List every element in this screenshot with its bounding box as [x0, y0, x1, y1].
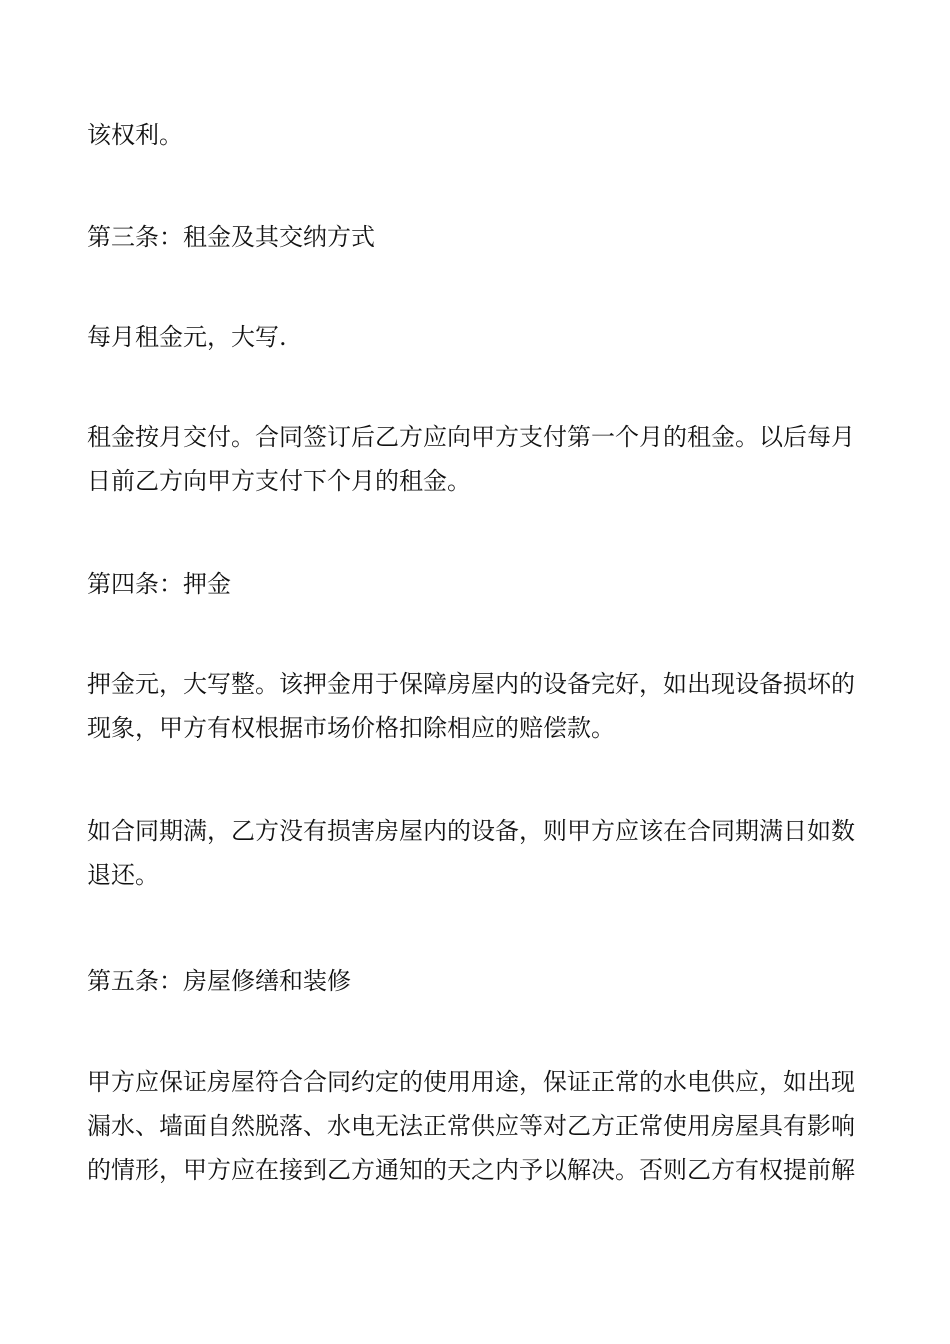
text-line: 的情形，甲方应在接到乙方通知的天之内予以解决。否则乙方有权提前解 — [87, 1156, 855, 1184]
heading-article-3 — [87, 215, 863, 259]
paragraph-rent-payment — [87, 415, 863, 503]
text-line: 第五条：房屋修缮和装修 — [87, 967, 351, 995]
text-line: 租金按月交付。合同签订后乙方应向甲方支付第一个月的租金。以后每月 — [87, 423, 855, 451]
text-line: 该权利。 — [87, 121, 183, 149]
paragraph-deposit — [87, 662, 863, 750]
text-line: 每月租金元，大写. — [87, 323, 287, 351]
text-line: 如合同期满，乙方没有损害房屋内的设备，则甲方应该在合同期满日如数 — [87, 817, 855, 845]
heading-article-4 — [87, 562, 863, 606]
text-line: 日前乙方向甲方支付下个月的租金。 — [87, 467, 471, 495]
text-line: 现象，甲方有权根据市场价格扣除相应的赔偿款。 — [87, 714, 615, 742]
text-line: 退还。 — [87, 861, 159, 889]
text-line: 漏水、墙面自然脱落、水电无法正常供应等对乙方正常使用房屋具有影响 — [87, 1112, 855, 1140]
paragraph-right-clause-end — [87, 113, 863, 157]
paragraph-repairs — [87, 1060, 863, 1192]
text-line: 第三条：租金及其交纳方式 — [87, 223, 375, 251]
text-line: 第四条：押金 — [87, 570, 231, 598]
text-line: 甲方应保证房屋符合合同约定的使用用途，保证正常的水电供应，如出现 — [87, 1068, 855, 1096]
text-line: 押金元，大写整。该押金用于保障房屋内的设备完好，如出现设备损坏的 — [87, 670, 855, 698]
paragraph-monthly-rent — [87, 315, 863, 359]
heading-article-5 — [87, 959, 863, 1003]
paragraph-deposit-refund — [87, 809, 863, 897]
